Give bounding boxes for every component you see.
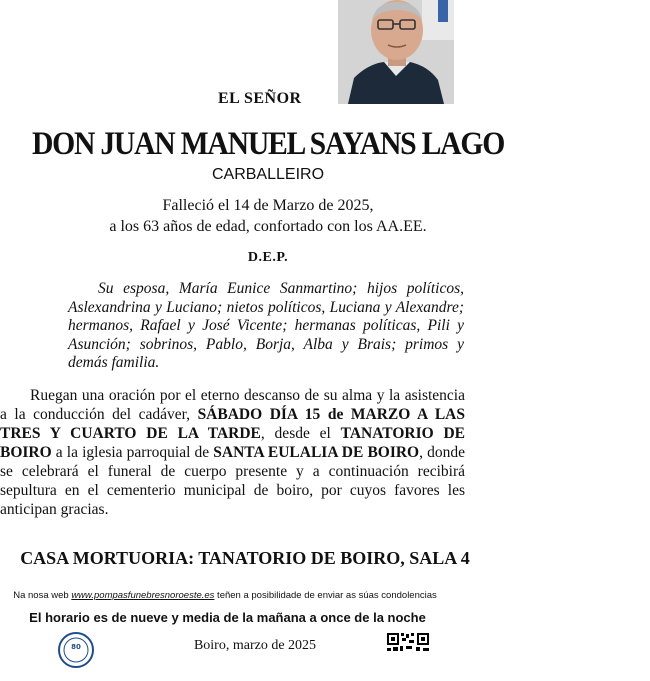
funeral-text-3: a la iglesia parroquial de [51, 444, 214, 461]
portrait-photo [338, 0, 454, 104]
city-date: Boiro, marzo de 2025 [193, 638, 317, 653]
qr-code-icon[interactable] [386, 632, 430, 676]
family-paragraph: Su esposa, María Eunice Sanmartino; hijos políticos, Aslexandrina y Luciano; nietos políticos, Luciana y Alexandre; hermanos, Rafael y José Vicente; hermanas políticas, Pili y Asunción; sobrinos, Pablo, Borja, Alba y Brais; primos y demás familia. [68, 280, 464, 372]
funeral-text-2: , desde el [260, 425, 341, 442]
death-age-line: a los 63 años de edad, confortado con los AA.EE. [109, 218, 427, 235]
funeral-text-4: , donde se celebrará el funeral de cuerpo presente y a continuación recibirá sepultura en el cementerio municipal de boiro, por cuyos favores les anticipan gracias. [0, 444, 465, 518]
opening-hours: El horario es de nueve y media de la mañana a once de la noche [29, 610, 426, 625]
anniversary-badge-icon [58, 632, 94, 668]
deceased-name: DON JUAN MANUEL SAYANS LAGO [31, 126, 505, 162]
badge-number: 80 [71, 643, 81, 651]
funeral-date-time: SÁBADO DÍA 15 de MARZO A LAS TRES Y CUARTO DE LA TARDE [0, 406, 465, 442]
funeral-church: SANTA EULALIA DE BOIRO [213, 444, 420, 461]
funeral-text-1: Ruegan una oración por el eterno descanso de su alma y la asistencia a la conducción del cadáver, [0, 387, 465, 423]
web-prefix: Na nosa web [13, 590, 72, 601]
funeral-origin: TANATORIO DE BOIRO [0, 425, 465, 461]
death-info [0, 195, 536, 237]
deceased-alias: CARBALLEIRO [211, 166, 325, 183]
dep-label: D.E.P. [247, 250, 289, 265]
website-link[interactable]: www.pompasfunebresnoroeste.es [71, 590, 215, 601]
title-el-senor: EL SEÑOR [218, 90, 302, 107]
web-condolences [0, 590, 450, 601]
funeral-paragraph [0, 386, 465, 519]
casa-mortuoria: CASA MORTUORIA: TANATORIO DE BOIRO, SALA 4 [20, 548, 470, 568]
death-date-line: Falleció el 14 de Marzo de 2025, [162, 197, 374, 214]
web-suffix: teñen a posibilidade de enviar as súas condolencias [214, 590, 437, 601]
